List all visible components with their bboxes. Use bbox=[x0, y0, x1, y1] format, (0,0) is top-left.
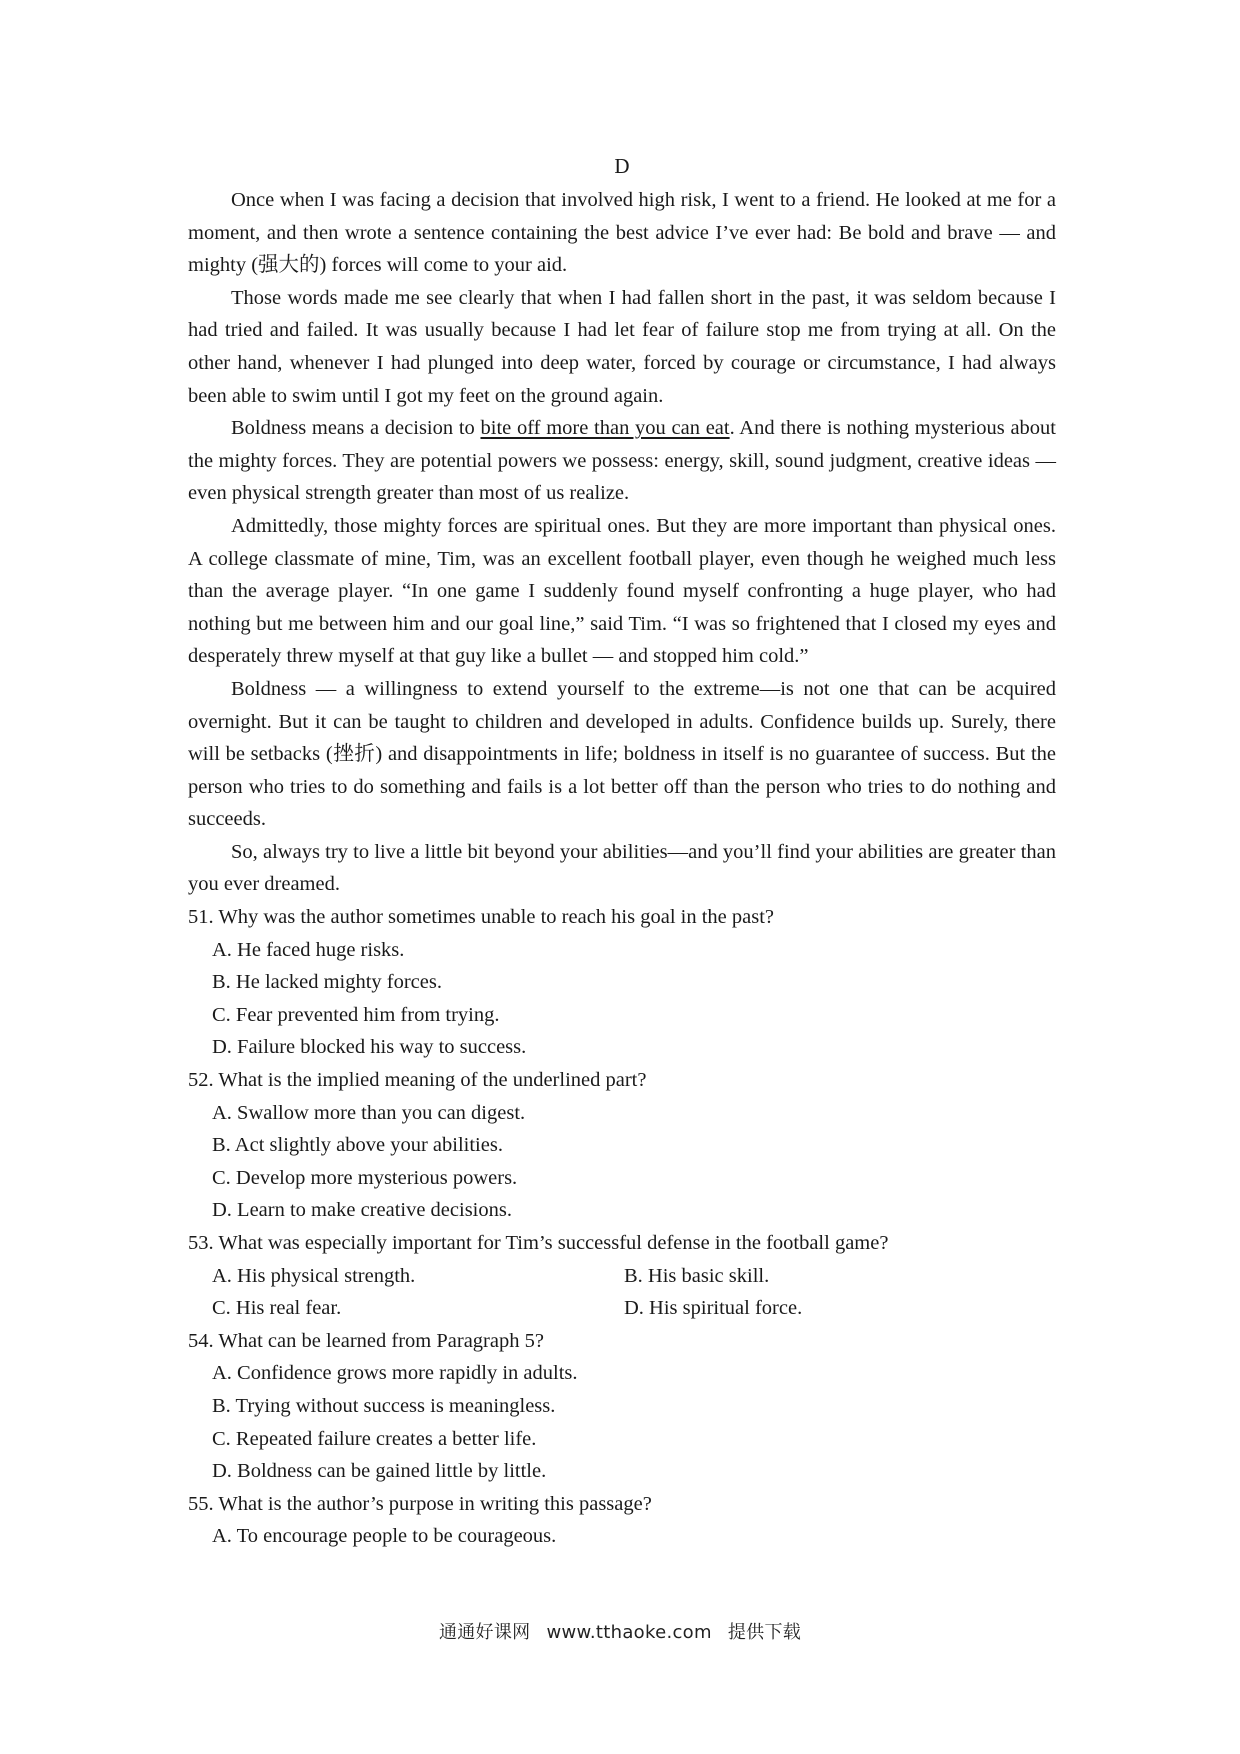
option-c: C. Repeated failure creates a better life. bbox=[212, 1427, 537, 1450]
option-c: C. Fear prevented him from trying. bbox=[212, 1003, 500, 1026]
option-b: B. He lacked mighty forces. bbox=[212, 971, 442, 994]
question-stem: 52. What is the implied meaning of the underlined part? bbox=[188, 1069, 647, 1092]
option-b: B. Trying without success is meaningless. bbox=[212, 1394, 556, 1417]
option-a: A. His physical strength. bbox=[212, 1264, 416, 1287]
option-grid bbox=[212, 1260, 1056, 1325]
section-label: D bbox=[614, 154, 630, 178]
footer-url: www.tthaoke.com bbox=[546, 1622, 712, 1643]
option-a: A. Swallow more than you can digest. bbox=[212, 1101, 526, 1124]
passage-paragraph-5: Boldness — a willingness to extend yourself to the extreme—is not one that can be acquired overnight. But it can be taught to children and developed in adults. Confidence builds up. Surely, there will be setbacks (挫折) and disappointments in life; boldness in itself is no guarantee of success. But the person who tries to do something and fails is a lot better off than the person who tries to do nothing and succeeds. bbox=[188, 677, 1056, 831]
passage-paragraph-6: So, always try to live a little bit beyond your abilities—and you’ll find your abilities are greater than you ever dreamed. bbox=[188, 840, 1056, 896]
question-stem: 51. Why was the author sometimes unable to reach his goal in the past? bbox=[188, 906, 775, 929]
question-51 bbox=[188, 901, 1056, 1064]
option-b: B. His basic skill. bbox=[624, 1264, 770, 1287]
option-c: C. Develop more mysterious powers. bbox=[212, 1166, 518, 1189]
passage-paragraph-4: Admittedly, those mighty forces are spiritual ones. But they are more important than physical ones. A college classmate of mine, Tim, was an excellent football player, even though he weighed much less than the average player. “In one game I suddenly found myself confronting a huge player, who had nothing but me between him and our goal line,” said Tim. “I was so frightened that I closed my eyes and desperately threw myself at that guy like a bullet — and stopped him cold.” bbox=[188, 514, 1056, 668]
option-d: D. Boldness can be gained little by little. bbox=[212, 1460, 547, 1483]
underlined-phrase: bite off more than you can eat bbox=[480, 417, 730, 440]
option-b: B. Act slightly above your abilities. bbox=[212, 1134, 503, 1157]
passage-paragraph-3 bbox=[188, 412, 1056, 510]
option-d: D. His spiritual force. bbox=[624, 1297, 803, 1320]
page-footer bbox=[0, 1618, 1240, 1644]
question-stem: 55. What is the author’s purpose in writing this passage? bbox=[188, 1492, 652, 1515]
question-55 bbox=[188, 1488, 1056, 1553]
paragraph-3-text-after: . And there is nothing mysterious about the mighty forces. They are potential powers we possess: energy, skill, sound judgment, creative ideas — even physical strength greater than most of us realize. bbox=[188, 417, 1056, 505]
option-c: C. His real fear. bbox=[212, 1297, 342, 1320]
option-a: A. To encourage people to be courageous. bbox=[212, 1525, 557, 1548]
question-52 bbox=[188, 1064, 1056, 1227]
option-a: A. Confidence grows more rapidly in adults. bbox=[212, 1362, 578, 1385]
footer-site-name: 通通好课网 bbox=[438, 1622, 531, 1643]
document-content bbox=[188, 150, 1056, 1553]
option-d: D. Failure blocked his way to success. bbox=[212, 1036, 527, 1059]
option-d: D. Learn to make creative decisions. bbox=[212, 1199, 512, 1222]
question-stem: 53. What was especially important for Tim’s successful defense in the football game? bbox=[188, 1232, 889, 1254]
passage-paragraph-1: Once when I was facing a decision that involved high risk, I went to a friend. He looked at me for a moment, and then wrote a sentence containing the best advice I’ve ever had: Be bold and brave — and mighty (强大的) forces will come to your aid. bbox=[188, 189, 1056, 277]
question-53 bbox=[188, 1227, 1056, 1325]
paragraph-3-text-before: Boldness means a decision to bbox=[231, 417, 481, 440]
question-54 bbox=[188, 1325, 1056, 1488]
question-stem: 54. What can be learned from Paragraph 5? bbox=[188, 1329, 544, 1352]
footer-action: 提供下载 bbox=[727, 1622, 802, 1643]
passage-paragraph-2: Those words made me see clearly that when I had fallen short in the past, it was seldom because I had tried and failed. It was usually because I had let fear of failure stop me from trying at all. On the other hand, whenever I had plunged into deep water, forced by courage or circumstance, I had always been able to swim until I got my feet on the ground again. bbox=[188, 286, 1056, 407]
option-a: A. He faced huge risks. bbox=[212, 938, 405, 961]
